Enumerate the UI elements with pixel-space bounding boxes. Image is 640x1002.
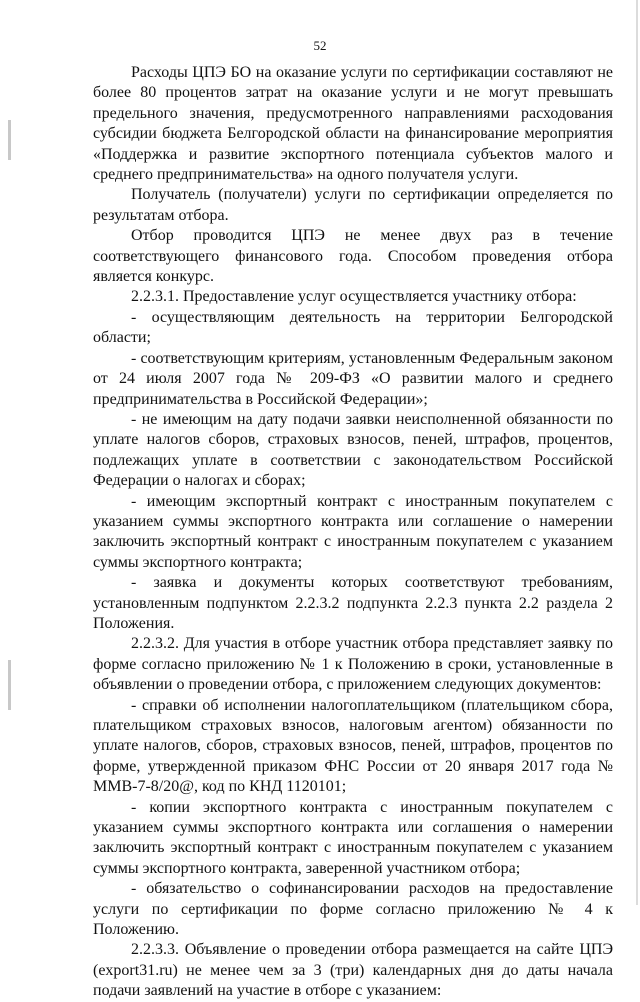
list-item-tax-certificate: - справки об исполнении налогоплательщиком (плательщиком сбора, плательщиком страховых взносов, налоговым агентом) обязанности по уплате налогов, сборов, страховых взносов, пеней, штрафов, процентов по форме, утвержденной приказом ФНС России от 20 января 2017 года № ММВ-7-8/20@, код по КНД 1120101; [93,696,613,796]
document-body [93,63,613,1002]
scan-edge-mark [8,660,11,710]
paragraph-selection-frequency: Отбор проводится ЦПЭ не менее двух раз в течение соответствующего финансового года. Способом проведения отбора является конкурс. [93,227,613,286]
list-item-application-docs: - заявка и документы которых соответствуют требованиям, установленным подпунктом 2.2.3.2 подпункта 2.2.3 пункта 2.2 раздела 2 Положения. [93,574,613,632]
list-item-taxes: - не имеющим на дату подачи заявки неисполненной обязанности по уплате налогов сборов, страховых взносов, пеней, штрафов, процентов, подлежащих уплате в соответствии с законодательством Российской Федерации о налогах и сборах; [93,410,613,490]
scan-right-edge [636,0,638,905]
list-item-export-contract: - имеющим экспортный контракт с иностранным покупателем с указанием суммы экспортного контракта или соглашение о намерении заключить экспортный контракт с иностранным покупателем с указанием суммы экспортного контракта; [93,492,613,571]
paragraph-sertification-costs: Расходы ЦПЭ БО на оказание услуги по сертификации составляют не более 80 процентов затрат на оказание услуги и не могут превышать предельного значения, предусмотренного направлениями расходования субсидии бюджета Белгородской области на финансирование мероприятия «Поддержка и развитие экспортного потенциала субъектов малого и среднего предпринимательства» на одного получателя услуги. [93,64,613,184]
list-item-criteria: - соответствующим критериям, установленным Федеральным законом от 24 июля 2007 года № 209-ФЗ «О развитии малого и среднего предпринимательства в Российской Федерации»; [93,349,613,408]
paragraph-2-2-3-1: 2.2.3.1. Предоставление услуг осуществляется участнику отбора: [131,288,577,306]
paragraph-2-2-3-3: 2.2.3.3. Объявление о проведении отбора размещается на сайте ЦПЭ (export31.ru) не менее чем за 3 (три) календарных дня до даты начала подачи заявлений на участие в отборе с указанием: [93,941,613,1000]
paragraph-2-2-3-2: 2.2.3.2. Для участия в отборе участник отбора представляет заявку по форме согласно приложению № 1 к Положению в сроки, установленные в объявлении о проведении отбора, с приложением следующих документов: [93,635,613,694]
scan-edge-mark [8,120,11,160]
list-item-territory: - осуществляющим деятельность на территории Белгородской области; [93,308,613,347]
page-number: 52 [313,38,327,53]
list-item-cofinancing: - обязательство о софинансировании расходов на предоставление услуги по сертификации по форме согласно приложению № 4 к Положению. [93,880,613,939]
paragraph-recipient: Получатель (получатели) услуги по сертификации определяется по результатам отбора. [93,186,613,224]
list-item-contract-copy: - копии экспортного контракта с иностранным покупателем с указанием суммы экспортного контракта или соглашения о намерении заключить экспортный контракт с иностранным покупателем с указанием суммы экспортного контракта, заверенной участником отбора; [93,798,613,877]
